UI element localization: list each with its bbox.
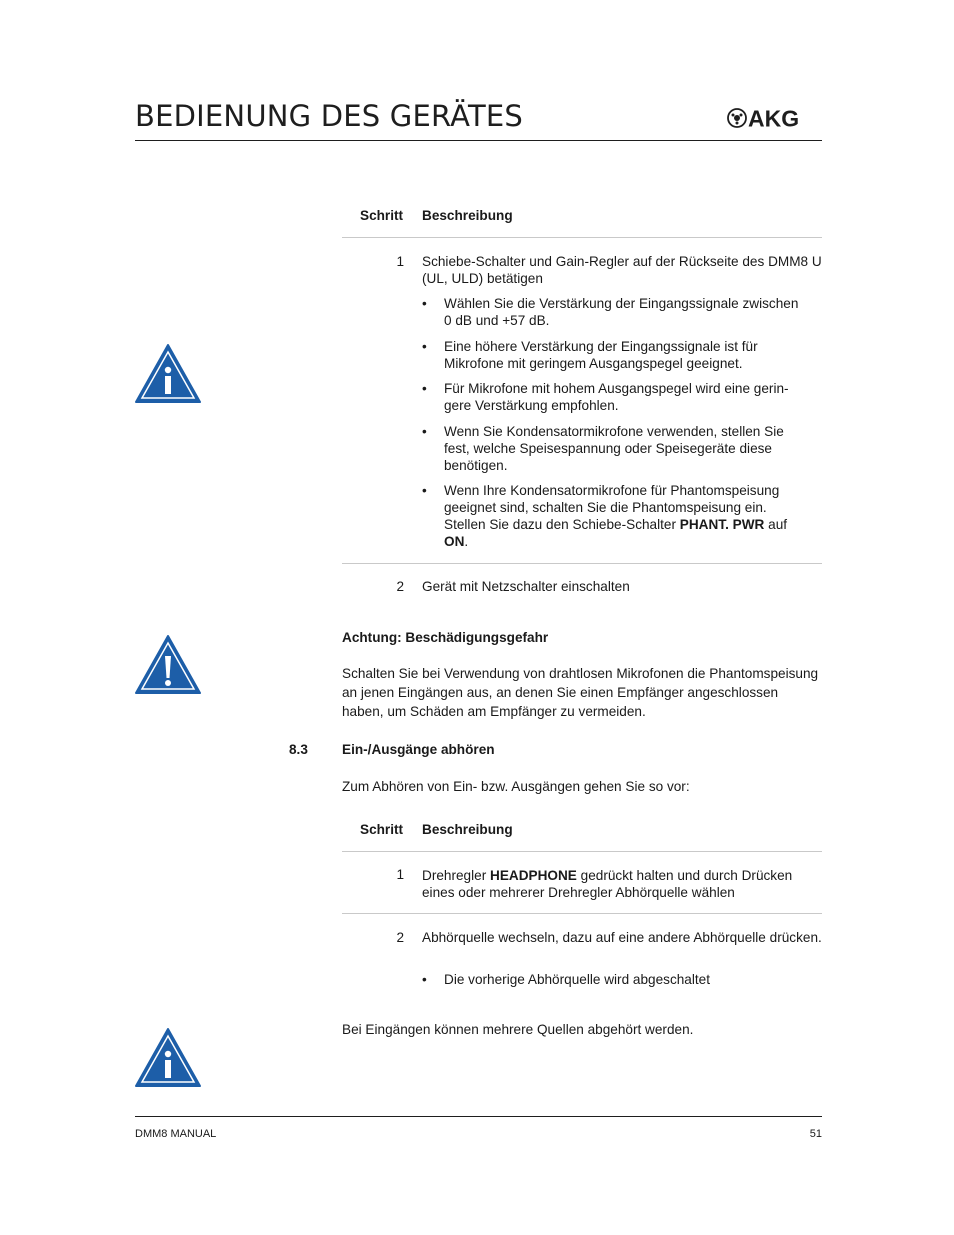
table2-row-divider bbox=[342, 913, 822, 914]
section-intro: Zum Abhören von Ein- bzw. Ausgängen gehen Sie so vor: bbox=[342, 779, 690, 794]
table1-col-desc: Beschreibung bbox=[422, 208, 513, 223]
table2-header-divider bbox=[342, 851, 822, 852]
table1-row2-text: Gerät mit Netzschalter einschalten bbox=[422, 579, 630, 594]
list-item: • Die vorherige Abhörquelle wird abgeschaltet bbox=[422, 972, 710, 987]
list-item: • Für Mikrofone mit hohem Ausgangspegel wird eine gerin-gere Verstärkung empfohlen. bbox=[422, 381, 789, 413]
table1-row2-num: 2 bbox=[396, 579, 404, 594]
table1-row-divider bbox=[342, 563, 822, 564]
table2-col-step: Schritt bbox=[360, 822, 404, 837]
section-title: Ein-/Ausgänge abhören bbox=[342, 742, 495, 757]
warning-title: Achtung: Beschädigungsgefahr bbox=[342, 630, 549, 645]
page-title: BEDIENUNG DES GERÄTES bbox=[135, 99, 524, 133]
table1-row1-text: Schiebe-Schalter und Gain-Regler auf der Rückseite des DMM8 U (UL, ULD) betätigen bbox=[422, 254, 822, 286]
table2-row2-text: Abhörquelle wechseln, dazu auf eine andere Abhörquelle drücken. bbox=[422, 930, 822, 945]
list-item: • Wenn Ihre Kondensatormikrofone für Phantomspeisung geeignet sind, schalten Sie die Phantomspeisung ein. Stellen Sie dazu den Schiebe-Schalter PHANT. PWR auf ON. bbox=[422, 483, 788, 549]
warning-icon bbox=[134, 634, 202, 696]
info-icon bbox=[134, 343, 202, 405]
list-item: • Eine höhere Verstärkung der Eingangssignale ist für Mikrofone mit geringem Ausgangspegel geeignet. bbox=[422, 339, 758, 371]
akg-logo bbox=[727, 106, 823, 130]
list-item: • Wählen Sie die Verstärkung der Eingangssignale zwischen 0 dB und +57 dB. bbox=[422, 296, 799, 328]
page-number: 51 bbox=[809, 1128, 822, 1140]
table1-col-step: Schritt bbox=[360, 208, 404, 223]
table1-row1-num: 1 bbox=[396, 254, 404, 269]
info-icon bbox=[134, 1027, 202, 1089]
table2-row1-text: Drehregler HEADPHONE gedrückt halten und durch Drücken eines oder mehrerer Drehregler Abhörquelle wählen bbox=[422, 868, 793, 900]
section-number: 8.3 bbox=[289, 742, 308, 757]
warning-text: Schalten Sie bei Verwendung von drahtlosen Mikrofonen die Phantomspeisung an jenen Eingängen aus, an denen Sie einen Empfänger angeschlossen haben, um Schäden am Empfänger zu vermeiden. bbox=[342, 666, 819, 719]
table2-col-desc: Beschreibung bbox=[422, 822, 513, 837]
list-item: • Wenn Sie Kondensatormikrofone verwenden, stellen Sie fest, welche Speisespannung oder Speisegeräte diese benötigen. bbox=[422, 424, 784, 473]
header-rule bbox=[135, 140, 822, 141]
footer-rule bbox=[135, 1116, 822, 1117]
logo-text: AKG bbox=[748, 106, 800, 130]
table2-row1-num: 1 bbox=[396, 867, 404, 882]
footer-manual-name: DMM8 MANUAL bbox=[135, 1128, 217, 1140]
table1-header-divider bbox=[342, 237, 822, 238]
note-text: Bei Eingängen können mehrere Quellen abgehört werden. bbox=[342, 1022, 694, 1037]
table2-row2-num: 2 bbox=[396, 930, 404, 945]
